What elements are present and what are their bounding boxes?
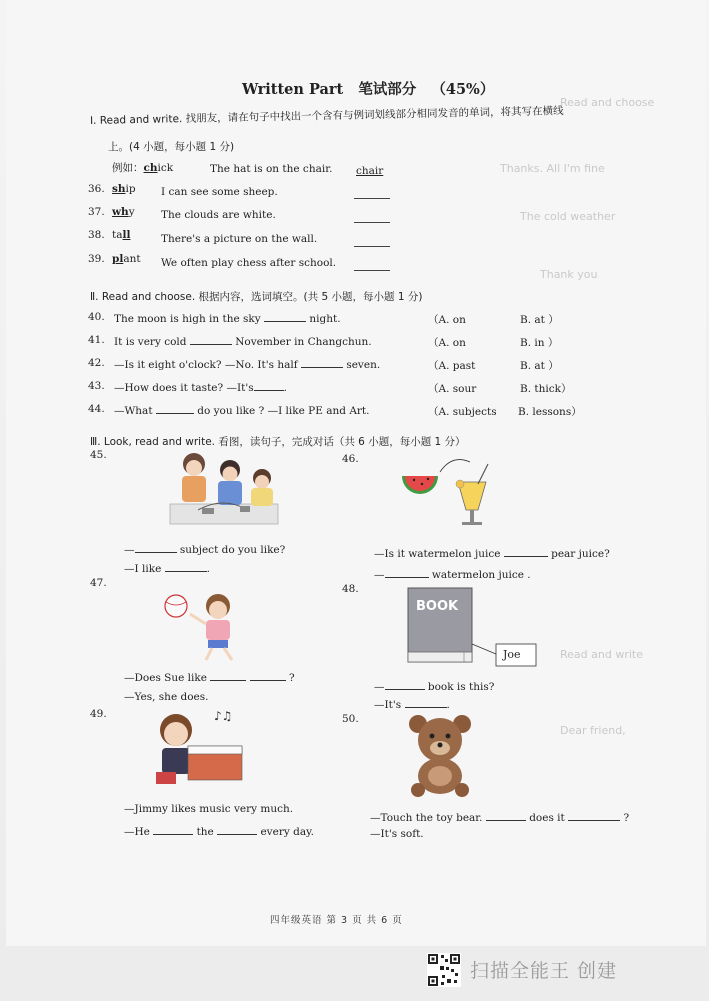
option-b: B. at ） <box>520 360 559 372</box>
qr-code-icon <box>427 953 461 987</box>
question-sentence: The clouds are white. <box>161 209 276 221</box>
answer-blank[interactable] <box>354 198 390 199</box>
toy-bear-image <box>404 712 476 798</box>
example-label: 例如： <box>112 162 144 174</box>
students-at-desk-image <box>168 448 280 530</box>
answer-blank[interactable] <box>568 810 620 821</box>
dialog-line: —It's soft. <box>370 828 424 840</box>
option-a: （A. on <box>428 337 466 349</box>
boy-playing-piano-image <box>146 706 246 788</box>
word-underlined: sh <box>112 183 126 195</box>
question-number: 39. <box>88 253 105 265</box>
answer-blank[interactable] <box>385 679 425 690</box>
answer-blank[interactable] <box>354 270 390 271</box>
question-number: 47. <box>90 577 107 589</box>
question-sentence: There's a picture on the wall. <box>161 233 318 245</box>
svg-text:♪♫: ♪♫ <box>214 709 233 723</box>
answer-blank[interactable] <box>301 357 343 368</box>
title-chinese: 笔试部分 <box>358 81 417 98</box>
bleed-through-text: The cold weather <box>520 210 616 223</box>
option-a: （A. subjects <box>428 406 497 418</box>
dialog-line: —I like . <box>124 563 210 575</box>
example-answer: chair <box>356 165 384 177</box>
section3-heading: Ⅲ. Look, read and write. 看图，读句子，完成对话（共 6 小题，每小题 1 分） <box>90 436 466 448</box>
example-sentence: The hat is on the chair. <box>210 163 333 175</box>
dialog-line: — watermelon juice . <box>374 569 531 581</box>
question-number: 49. <box>90 708 107 720</box>
scanner-watermark: 扫描全能王 创建 <box>470 960 618 982</box>
section1-heading-cont: 上。(4 小题，每小题 1 分) <box>108 141 235 153</box>
bleed-through-text: Read and choose <box>560 96 655 109</box>
example-word-rest: ick <box>157 162 174 174</box>
dialog-line: —Is it watermelon juice pear juice? <box>374 548 610 560</box>
example-word <box>112 253 141 266</box>
word-underlined: pl <box>112 253 124 265</box>
question-number: 37. <box>88 206 105 218</box>
answer-blank[interactable] <box>190 334 232 345</box>
answer-blank[interactable] <box>264 311 306 322</box>
question-number: 40. <box>88 311 105 323</box>
question-number: 48. <box>342 583 359 595</box>
answer-blank[interactable] <box>135 542 177 553</box>
answer-blank[interactable] <box>405 697 447 708</box>
word-rest: ip <box>125 183 136 195</box>
question-stem: —What do you like ? —I like PE and Art. <box>114 405 370 417</box>
answer-blank[interactable] <box>250 670 286 681</box>
option-a: （A. past <box>428 360 476 372</box>
dialog-line: — subject do you like? <box>124 544 286 556</box>
dialog-line: — book is this? <box>374 681 495 693</box>
question-stem: —Is it eight o'clock? —No. It's half seven. <box>114 359 381 371</box>
bleed-through-text: Thank you <box>540 268 598 281</box>
example-row <box>112 162 173 175</box>
option-b: B. lessons） <box>518 406 582 418</box>
section2-heading: Ⅱ. Read and choose. 根据内容，选词填空。(共 5 小题，每小题 1 分) <box>90 291 423 303</box>
title-percentage: （45%） <box>431 81 495 98</box>
bleed-through-text: Thanks. All I'm fine <box>500 162 605 175</box>
watermelon-and-juice-image <box>400 454 504 530</box>
section1-heading: Ⅰ. Read and write. 找朋友，请在句子中找出一个含有与例词划线部分相同发音的单词，将其写在横线 <box>89 105 564 127</box>
example-word <box>112 206 135 219</box>
dialog-line: —It's . <box>374 699 450 711</box>
answer-blank[interactable] <box>217 824 257 835</box>
question-number: 50. <box>342 713 359 725</box>
answer-blank[interactable] <box>354 222 390 223</box>
answer-blank[interactable] <box>156 403 194 414</box>
answer-blank[interactable] <box>210 670 246 681</box>
answer-blank[interactable] <box>165 561 207 572</box>
example-word-underlined: ch <box>143 162 158 174</box>
answer-blank[interactable] <box>504 546 548 557</box>
answer-blank[interactable] <box>486 810 526 821</box>
word-rest: y <box>128 206 135 218</box>
bleed-through-text: Read and write <box>560 648 643 661</box>
option-a: （A. on <box>428 314 466 326</box>
example-word <box>112 183 136 196</box>
word-underlined: wh <box>112 206 129 218</box>
dialog-line: —Touch the toy bear. does it ? <box>370 812 630 824</box>
question-number: 42. <box>88 357 105 369</box>
question-sentence: I can see some sheep. <box>161 186 278 198</box>
word-rest: ant <box>123 253 141 265</box>
bleed-through-text: Dear friend, <box>560 724 626 737</box>
option-b: B. at ） <box>520 314 559 326</box>
dialog-line: —Yes, she does. <box>124 691 209 703</box>
dialog-line: —He the every day. <box>124 826 314 838</box>
dialog-line: —Jimmy likes music very much. <box>124 803 294 815</box>
question-number: 43. <box>88 380 105 392</box>
option-b: B. in ） <box>520 337 559 349</box>
question-number: 41. <box>88 334 105 346</box>
answer-blank[interactable] <box>354 246 390 247</box>
girl-with-volleyball-image <box>160 586 254 662</box>
answer-blank[interactable] <box>385 567 429 578</box>
answer-blank[interactable] <box>254 380 284 391</box>
page-footer: 四年级英语 第 3 页 共 6 页 <box>270 915 403 926</box>
question-stem: It is very cold November in Changchun. <box>114 336 372 348</box>
question-number: 44. <box>88 403 105 415</box>
option-a: （A. sour <box>428 383 477 395</box>
example-word: tall <box>112 229 131 241</box>
question-number: 38. <box>88 229 105 241</box>
book-cover-label: BOOK <box>416 599 459 614</box>
title-english: Written Part <box>242 81 344 98</box>
question-number: 36. <box>88 183 105 195</box>
question-sentence: We often play chess after school. <box>161 257 337 269</box>
name-tag-label: Joe <box>503 648 521 661</box>
dialog-line: —Does Sue like ? <box>124 672 295 684</box>
question-number: 46. <box>342 453 359 465</box>
question-stem: —How does it taste? —It's . <box>114 382 287 394</box>
question-number: 45. <box>90 449 107 461</box>
option-b: B. thick） <box>520 383 572 395</box>
answer-blank[interactable] <box>153 824 193 835</box>
page-title <box>242 78 504 99</box>
question-stem: The moon is high in the sky night. <box>114 313 341 325</box>
